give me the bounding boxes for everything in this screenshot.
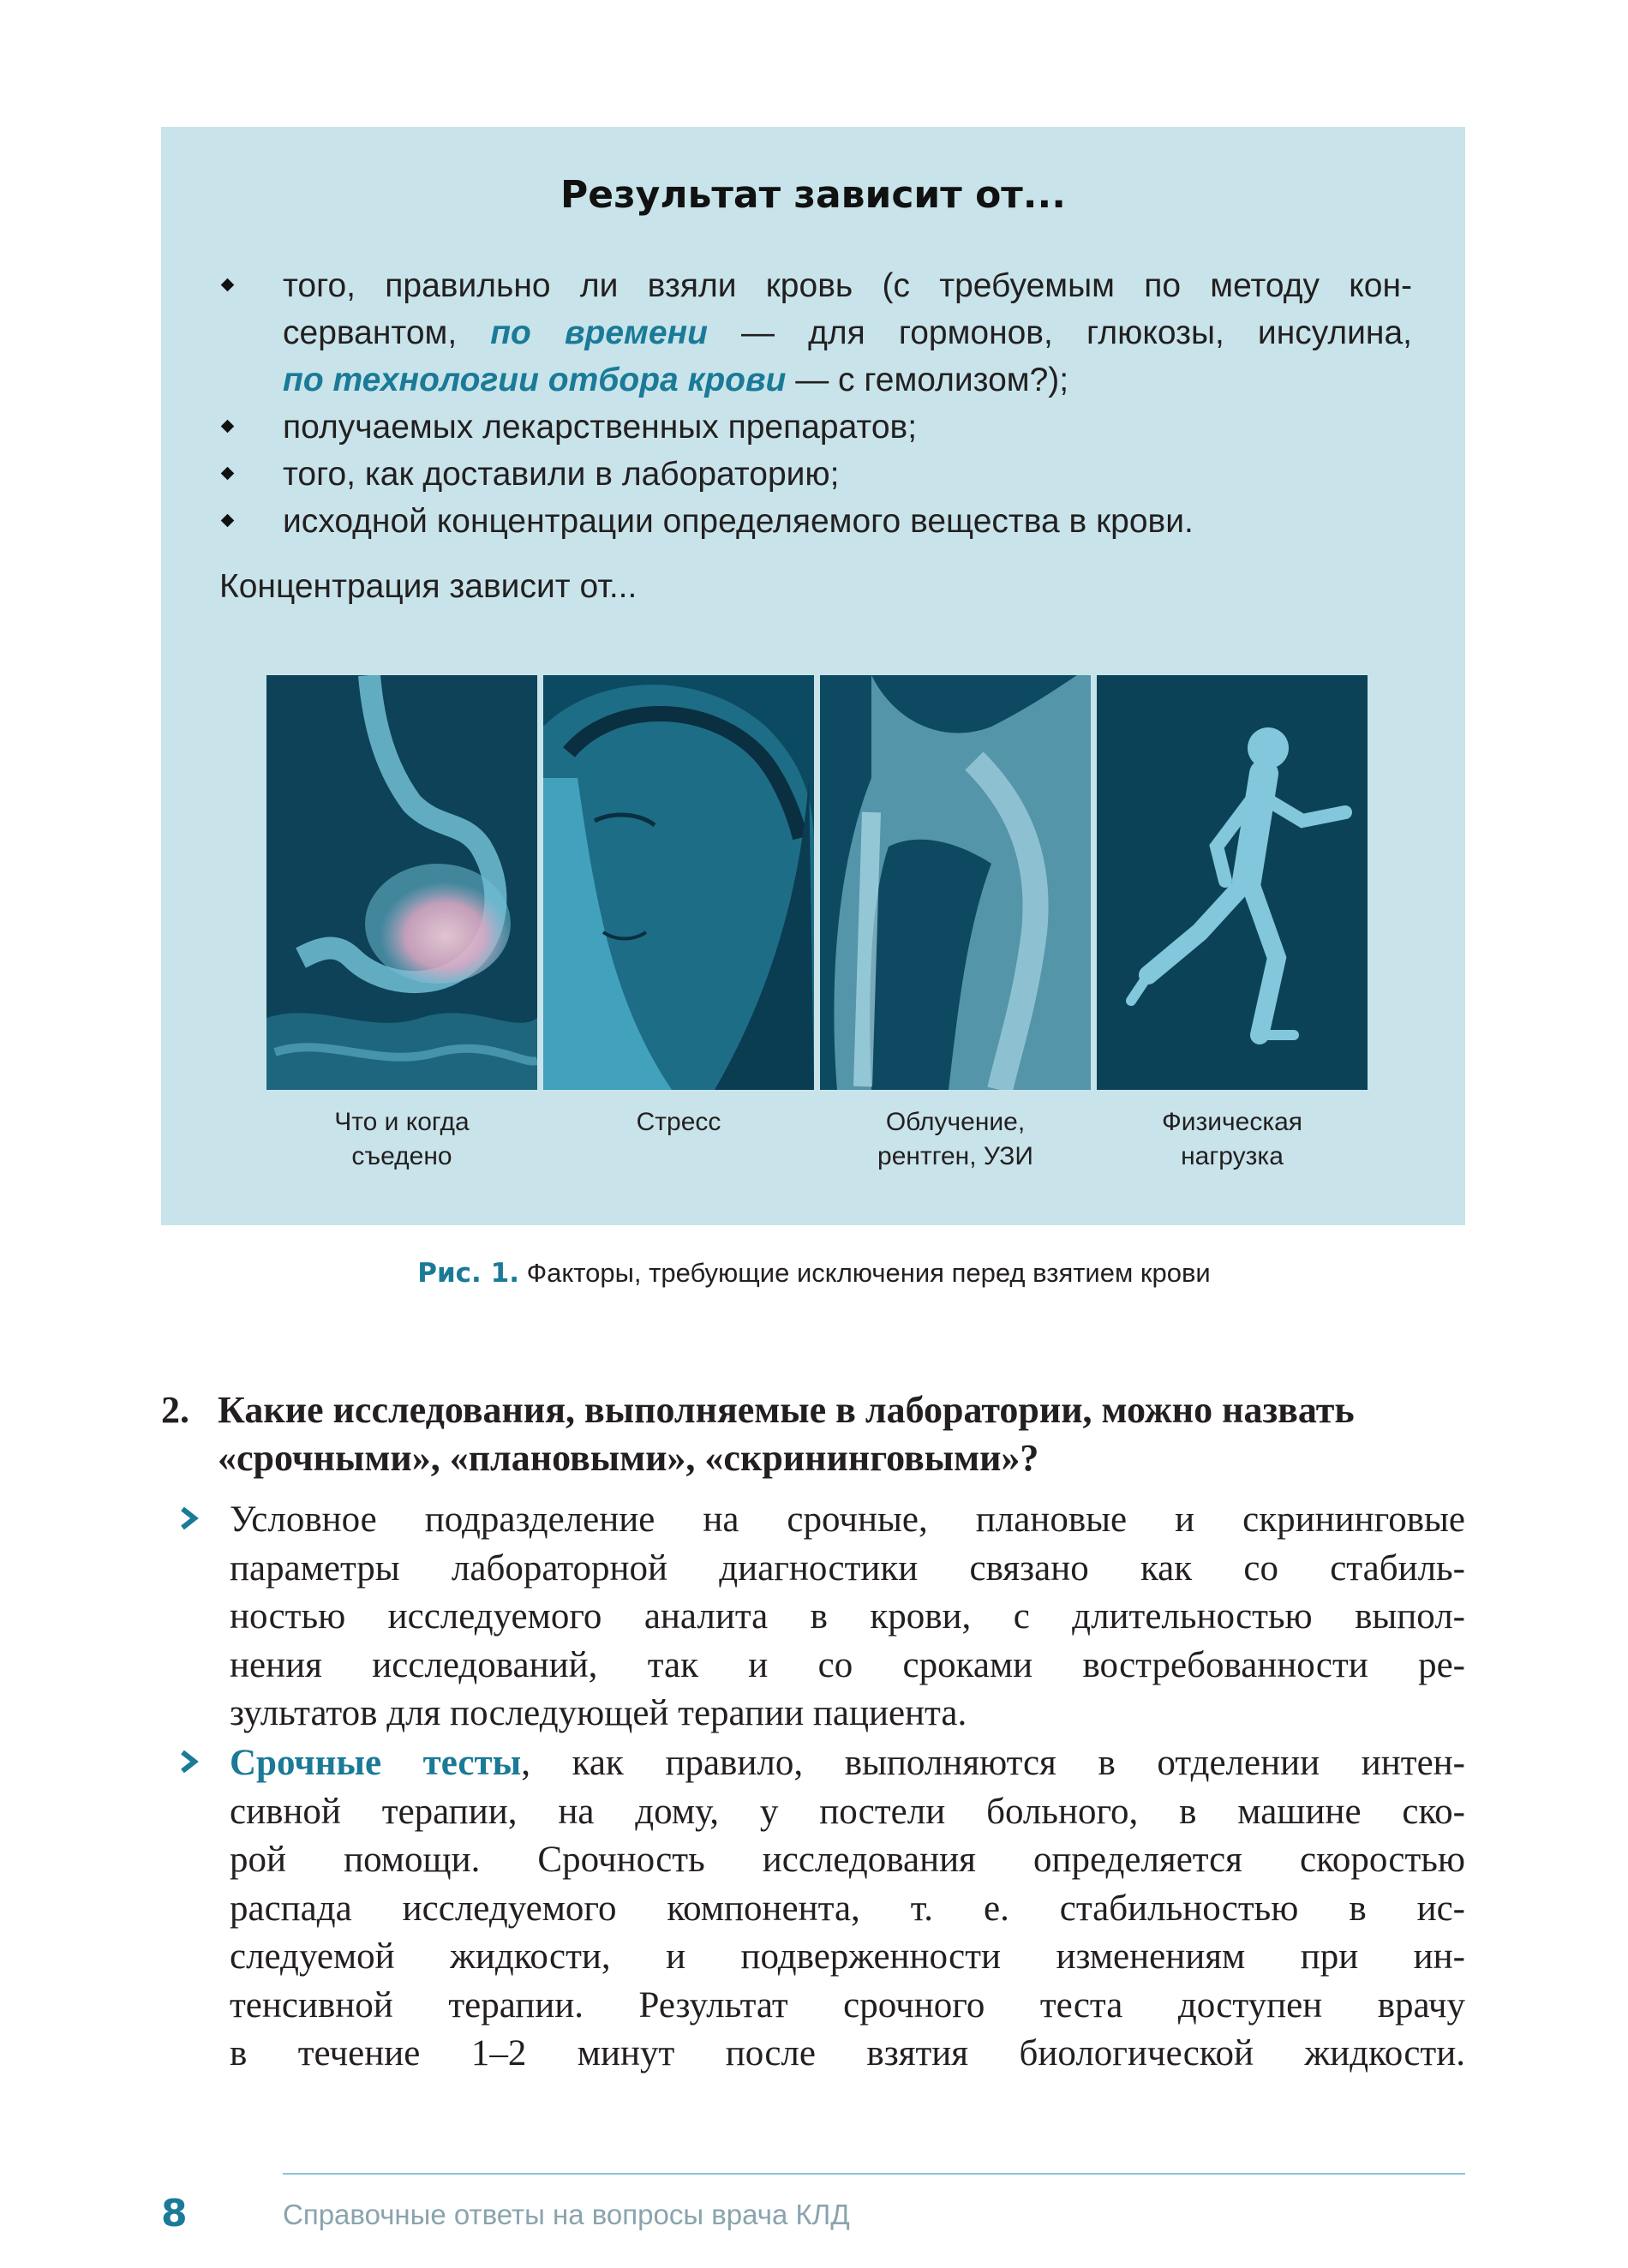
text-run: зультатов для последующей терапии пациента.	[230, 1693, 967, 1733]
figure-caption	[0, 1258, 1628, 1289]
xray-torso-image	[820, 675, 1091, 1090]
caption-line: Что и когда	[334, 1108, 470, 1136]
factor-line	[283, 262, 1412, 309]
answer-line	[230, 1739, 1465, 1788]
text-run: , как правило, выполняются в отделении интен-	[521, 1743, 1465, 1783]
term-highlight: Срочные тесты	[230, 1743, 522, 1783]
question-line: «срочными», «плановыми», «скрининговыми»?	[218, 1437, 1039, 1479]
factor-line	[283, 309, 1412, 356]
text-run: рой помощи. Срочность исследования определяется скоростью	[230, 1840, 1465, 1880]
answer-line	[230, 1593, 1465, 1642]
caption-radiation	[820, 1105, 1091, 1174]
factor-list	[219, 262, 1412, 545]
answer-line	[230, 2030, 1465, 2079]
bullet-diamond-icon	[221, 420, 235, 434]
factor-list-item	[219, 451, 1412, 498]
factor-line	[283, 498, 1412, 545]
answer-line	[230, 1933, 1465, 1982]
caption-line: Стресс	[636, 1108, 721, 1136]
answer-line	[230, 1545, 1465, 1594]
highlight-term: по времени	[490, 314, 708, 351]
text-run: того, правильно ли взяли кровь (с требуемым по методу кон-	[283, 267, 1412, 304]
factor-list-item	[219, 498, 1412, 545]
stomach-image	[266, 675, 537, 1090]
answer-line	[230, 1982, 1465, 2031]
question-number: 2.	[161, 1389, 189, 1431]
question-line: Какие исследования, выполняемые в лаборатории, можно назвать	[218, 1389, 1355, 1431]
box-title: Результат зависит от...	[560, 173, 1066, 217]
bullet-diamond-icon	[221, 514, 235, 528]
answer-paragraph	[230, 1739, 1465, 2079]
face-image	[543, 675, 814, 1090]
caption-food	[266, 1105, 537, 1174]
figure-caption-text: Факторы, требующие исключения перед взятием крови	[518, 1258, 1211, 1288]
answer-line	[230, 1836, 1465, 1885]
text-run: того, как доставили в лабораторию;	[283, 456, 840, 493]
answer-line	[230, 1885, 1465, 1934]
text-run: параметры лабораторной диагностики связано как со стабиль-	[230, 1547, 1465, 1589]
chevron-right-icon	[177, 1750, 201, 1774]
text-run: сервантом,	[283, 314, 491, 351]
factor-line	[283, 356, 1412, 404]
text-run: ностью исследуемого аналита в крови, с длительностью выпол-	[230, 1596, 1465, 1637]
text-run: тенсивной терапии. Результат срочного теста доступен врачу	[230, 1984, 1465, 2026]
text-run: получаемых лекарственных препаратов;	[283, 409, 918, 446]
highlight-term: по технологии отбора крови	[283, 362, 787, 398]
answer-line	[230, 1690, 1465, 1738]
factor-line	[283, 404, 1412, 451]
caption-line: съедено	[351, 1142, 452, 1170]
bullet-diamond-icon	[221, 467, 235, 481]
page-number: 8	[161, 2192, 188, 2235]
factor-line	[283, 451, 1412, 498]
caption-line: рентген, УЗИ	[877, 1142, 1033, 1170]
text-run: распада исследуемого компонента, т. е. стабильностью в ис-	[230, 1888, 1465, 1929]
text-run: сивной терапии, на дому, у постели больного, в машине ско-	[230, 1791, 1465, 1832]
chevron-right-icon	[177, 1506, 201, 1530]
concentration-heading: Концентрация зависит от...	[219, 568, 637, 605]
caption-line: Физическая	[1161, 1108, 1303, 1136]
caption-line: Облучение,	[885, 1108, 1026, 1136]
question-text	[218, 1386, 1465, 1482]
bullet-diamond-icon	[221, 278, 235, 292]
footer-rule	[283, 2173, 1465, 2175]
text-run: Условное подразделение на срочные, плановые и скрининговые	[230, 1499, 1465, 1540]
text-run: — для гормонов, глюкозы, инсулина,	[707, 314, 1412, 351]
answer-line	[230, 1642, 1465, 1691]
text-run: в течение 1–2 минут после взятия биологической жидкости.	[230, 2033, 1465, 2074]
factor-list-item	[219, 262, 1412, 404]
running-title: Справочные ответы на вопросы врача КЛД	[283, 2199, 850, 2230]
figure-label: Рис. 1.	[417, 1258, 519, 1289]
factor-list-item	[219, 404, 1412, 451]
caption-line: нагрузка	[1181, 1142, 1284, 1170]
caption-exercise	[1097, 1105, 1368, 1174]
question-heading	[161, 1386, 1465, 1482]
text-run: — с гемолизом?);	[786, 362, 1069, 398]
caption-stress	[543, 1105, 814, 1140]
answer-line	[230, 1788, 1465, 1837]
text-run: нения исследований, так и со сроками востребованности ре-	[230, 1644, 1465, 1685]
runner-image	[1097, 675, 1368, 1090]
answer-line	[230, 1496, 1465, 1545]
answer-paragraph	[230, 1496, 1465, 1738]
text-run: следуемой жидкости, и подверженности изменениям при ин-	[230, 1936, 1465, 1977]
info-box	[161, 127, 1465, 1225]
text-run: исходной концентрации определяемого вещества в крови.	[283, 503, 1194, 540]
